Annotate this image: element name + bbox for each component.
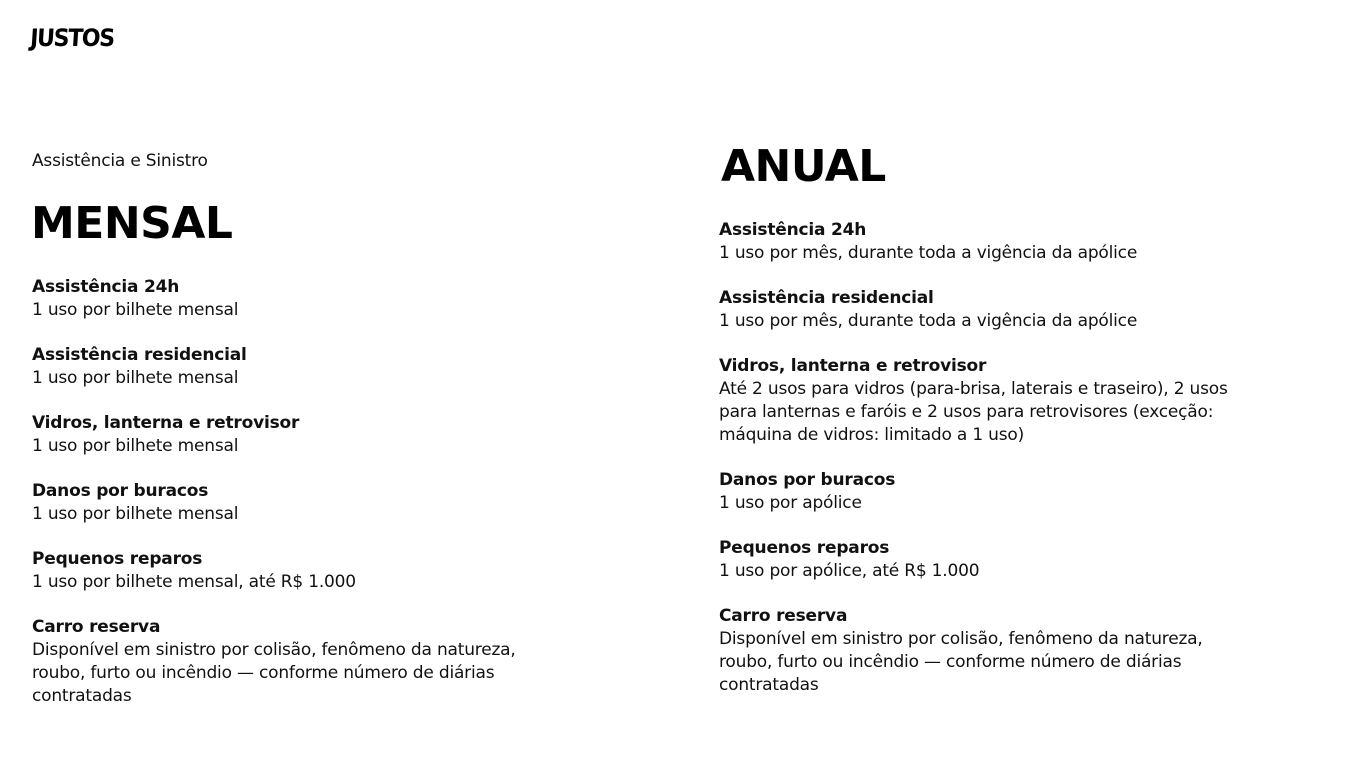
item-title: Assistência residencial — [32, 345, 247, 365]
item-description: 1 uso por apólice — [719, 493, 862, 513]
item-title: Pequenos reparos — [719, 538, 890, 558]
item-description: 1 uso por mês, durante toda a vigência da apólice — [719, 311, 1138, 331]
monthly-item-assistencia-24h — [32, 276, 562, 322]
monthly-plan-title: MENSAL — [31, 198, 233, 249]
section-eyebrow: Assistência e Sinistro — [32, 151, 208, 171]
item-title: Danos por buracos — [719, 470, 896, 490]
monthly-item-carro-reserva — [32, 616, 562, 708]
item-description: Até 2 usos para vidros (para-brisa, laterais e traseiro), 2 usos para lanternas e faróis e 2 usos para retrovisores (exceção: máquina de vidros: limitado a 1 uso) — [719, 379, 1228, 445]
item-title: Assistência residencial — [719, 288, 934, 308]
monthly-item-danos-buracos — [32, 480, 562, 526]
annual-item-carro-reserva — [719, 605, 1229, 697]
item-description: 1 uso por mês, durante toda a vigência da apólice — [719, 243, 1138, 263]
item-description: 1 uso por bilhete mensal — [32, 300, 239, 320]
item-title: Pequenos reparos — [32, 549, 203, 569]
item-description: 1 uso por bilhete mensal — [32, 504, 239, 524]
item-title: Assistência 24h — [719, 220, 867, 240]
item-title: Carro reserva — [719, 606, 848, 626]
monthly-coverage-list — [32, 276, 562, 730]
item-title: Danos por buracos — [32, 481, 209, 501]
monthly-item-vidros — [32, 412, 562, 458]
item-description: 1 uso por bilhete mensal, até R$ 1.000 — [32, 572, 356, 592]
annual-item-danos-buracos — [719, 469, 1229, 515]
monthly-item-assistencia-residencial — [32, 344, 562, 390]
justos-logo: JUSTOS — [29, 24, 115, 52]
monthly-item-pequenos-reparos — [32, 548, 562, 594]
annual-item-vidros — [719, 355, 1229, 447]
item-title: Carro reserva — [32, 617, 161, 637]
item-description: 1 uso por bilhete mensal — [32, 436, 239, 456]
item-description: 1 uso por apólice, até R$ 1.000 — [719, 561, 980, 581]
item-title: Vidros, lanterna e retrovisor — [719, 356, 987, 376]
annual-item-pequenos-reparos — [719, 537, 1229, 583]
item-title: Assistência 24h — [32, 277, 180, 297]
item-title: Vidros, lanterna e retrovisor — [32, 413, 300, 433]
annual-plan-title: ANUAL — [721, 141, 886, 192]
annual-item-assistencia-residencial — [719, 287, 1229, 333]
item-description: Disponível em sinistro por colisão, fenômeno da natureza, roubo, furto ou incêndio — conforme número de diárias contratadas — [719, 629, 1203, 695]
item-description: 1 uso por bilhete mensal — [32, 368, 239, 388]
annual-coverage-list — [719, 219, 1229, 719]
annual-item-assistencia-24h — [719, 219, 1229, 265]
item-description: Disponível em sinistro por colisão, fenômeno da natureza, roubo, furto ou incêndio — conforme número de diárias contratadas — [32, 640, 516, 706]
